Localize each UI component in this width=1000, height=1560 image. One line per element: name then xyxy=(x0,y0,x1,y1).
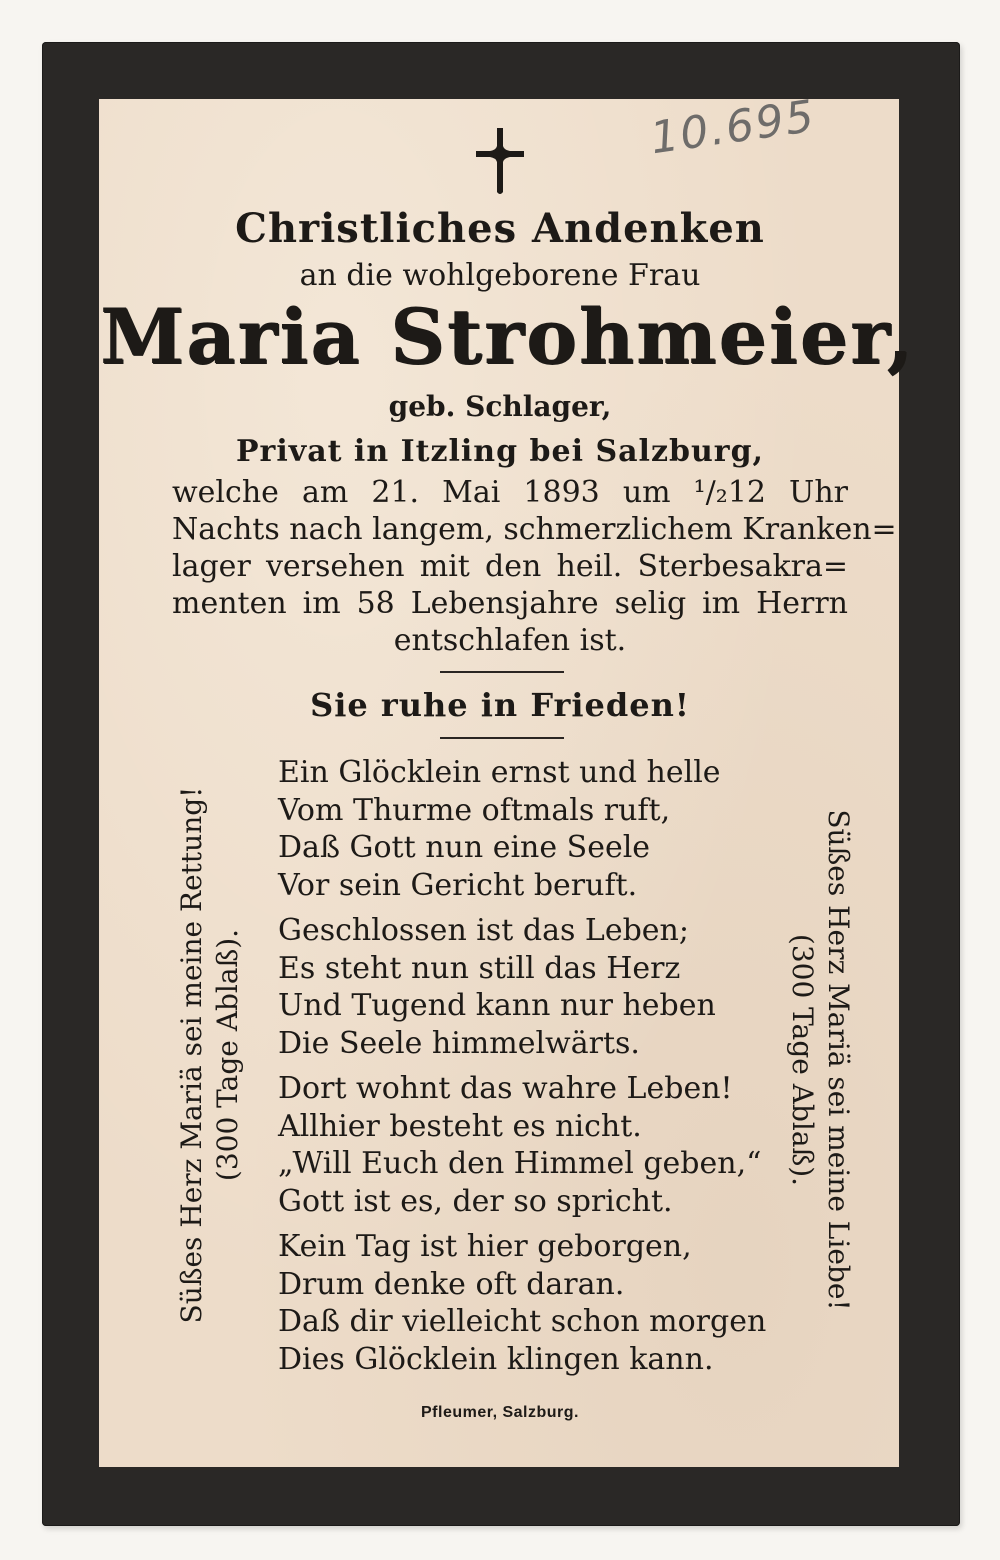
poem-line: Dies Glöcklein klingen kann. xyxy=(278,1341,714,1377)
divider xyxy=(440,671,564,673)
poem-line: Vor sein Gericht beruft. xyxy=(278,867,638,903)
inventory-number: 10.695 xyxy=(647,90,819,165)
poem-stanza xyxy=(278,1228,766,1378)
text-line: entschlafen ist. xyxy=(393,623,627,658)
poem-line: Gott ist es, der so spricht. xyxy=(278,1183,673,1219)
text-line: menten im 58 Lebensjahre selig im Herrn xyxy=(172,586,848,621)
residence: Privat in Itzling bei Salzburg, xyxy=(236,434,764,469)
poem-line: Daß dir vielleicht schon morgen xyxy=(278,1304,767,1339)
maiden-name: geb. Schlager, xyxy=(388,390,612,423)
side-prayer-line: Süßes Herz Mariä sei meine Liebe! xyxy=(822,809,855,1311)
poem-stanza xyxy=(278,1070,766,1220)
poem-line: Drum denke oft daran. xyxy=(278,1266,625,1302)
cross-icon xyxy=(474,126,526,196)
poem-line: Daß Gott nun eine Seele xyxy=(278,830,651,865)
text-line: Nachts nach langem, schmerzlichem Kranken= xyxy=(172,512,897,547)
poem-line: Ein Glöcklein ernst und helle xyxy=(278,755,721,790)
side-prayer-left xyxy=(174,735,246,1375)
text-line: lager versehen mit den heil. Sterbesakra= xyxy=(172,549,848,584)
poem-stanza xyxy=(278,754,766,904)
side-prayer-indulgence: (300 Tage Ablaß). xyxy=(211,928,244,1182)
poem-line: Allhier besteht es nicht. xyxy=(278,1108,642,1144)
side-prayer-right xyxy=(784,740,856,1380)
text-line: welche am 21. Mai 1893 um ¹/₂12 Uhr xyxy=(172,475,848,510)
printer-credit: Pfleumer, Salzburg. xyxy=(421,1404,579,1421)
poem-line: Geschlossen ist das Leben; xyxy=(278,913,689,948)
divider xyxy=(440,737,564,739)
poem-line: Es steht nun still das Herz xyxy=(278,950,681,986)
poem-line: Dort wohnt das wahre Leben! xyxy=(278,1071,733,1106)
poem xyxy=(278,754,766,1386)
poem-line: Die Seele himmelwärts. xyxy=(278,1025,640,1061)
death-notice-text xyxy=(172,474,897,659)
rest-in-peace: Sie ruhe in Frieden! xyxy=(310,686,690,724)
poem-stanza xyxy=(278,912,766,1062)
card-title: Christliches Andenken xyxy=(235,205,765,252)
poem-line: Und Tugend kann nur heben xyxy=(278,988,716,1023)
deceased-name: Maria Strohmeier, xyxy=(100,292,915,381)
poem-line: Kein Tag ist hier geborgen, xyxy=(278,1229,692,1264)
side-prayer-indulgence: (300 Tage Ablaß). xyxy=(786,933,819,1187)
card-subtitle: an die wohlgeborene Frau xyxy=(299,258,701,293)
poem-line: Vom Thurme oftmals ruft, xyxy=(278,792,671,828)
poem-line: „Will Euch den Himmel geben,“ xyxy=(278,1146,762,1181)
side-prayer-line: Süßes Herz Mariä sei meine Rettung! xyxy=(175,786,208,1324)
